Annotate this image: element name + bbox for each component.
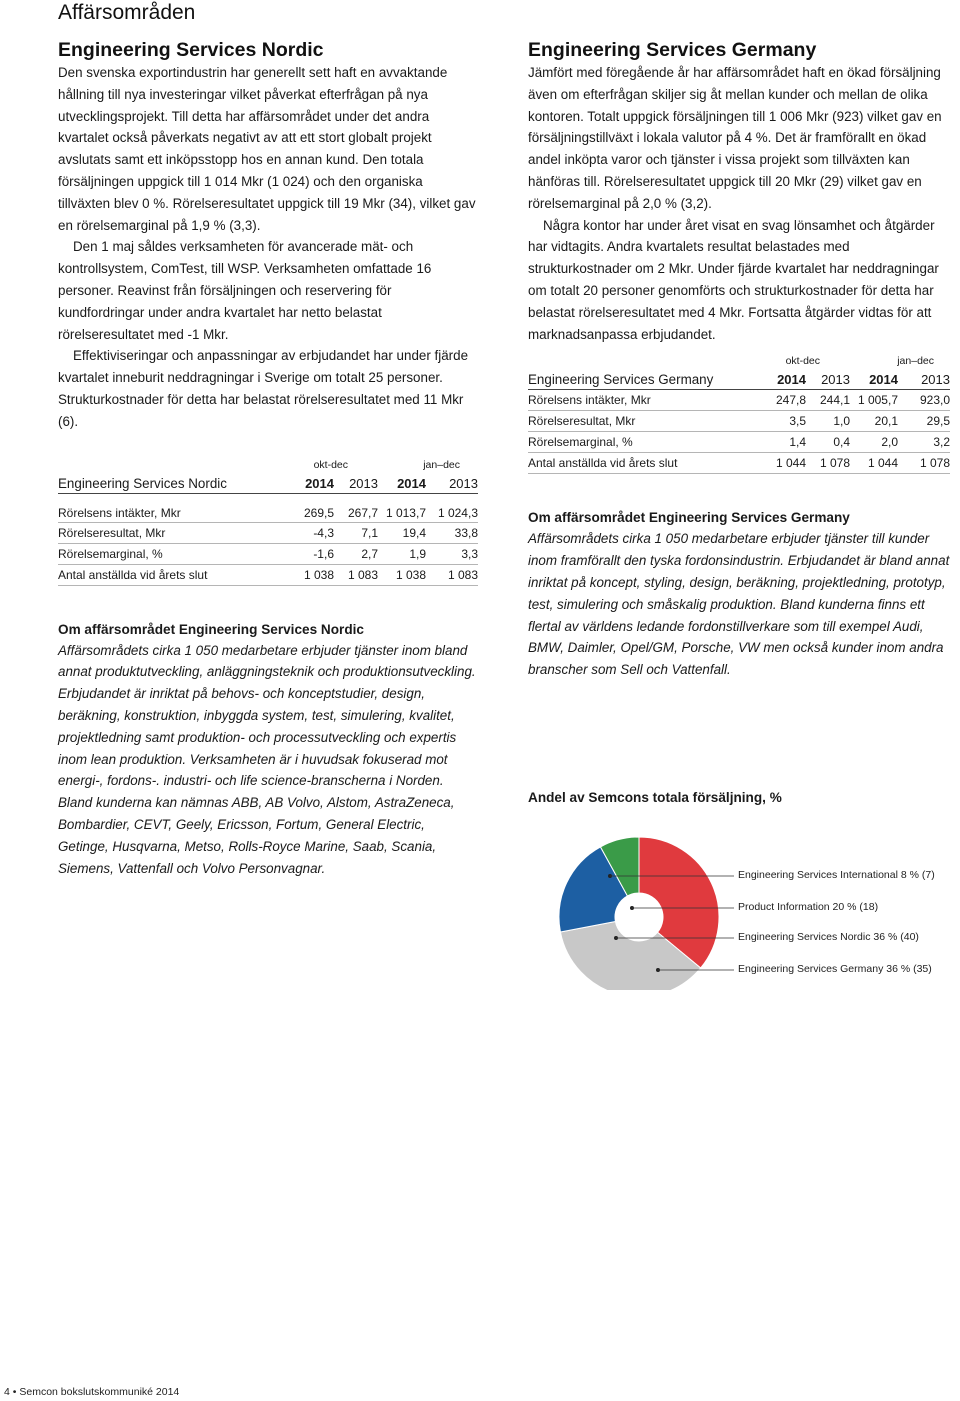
nordic-about-text: Affärsområdets cirka 1 050 medarbetare erbjuder tjänster inom bland annat produktutveckling, anläggningsteknik och produktionsutveckling. Erbjudandet är inriktat på behovs- och konceptstudier, design, beräkning, konstruktion, inbyggda system, test, simulering, kvalitet, projektledning samt produktion- och processutveckling och expertis inom lean produktion. Verksamheten är i huvudsak fokuserad mot energi-, fordons-. industri- och life science-branscherna i Norden. Bland kunderna kan nämnas ABB, AB Volvo, Alstom, AstraZeneca, Bombardier, CEVT, Geely, Ericsson, Fortum, General Electric, Getinge, Husqvarna, Metso, Rolls-Royce Marine, Saab, Scania, Siemens, Vattenfall och Volvo Personvagnar. (58, 642, 476, 876)
germany-title: Engineering Services Germany (528, 39, 817, 61)
row-label: Rörelseresultat, Mkr (58, 522, 278, 543)
row-label: Rörelsens intäkter, Mkr (528, 390, 750, 411)
nordic-paragraph-3: Effektiviseringar och anpassningar av erbjudandet har under fjärde kvartalet inneburit neddragningar i Sverige om totalt 25 personer. Strukturkostnader för detta har belastat rörelseresultatet med 11 Mkr (6). (58, 348, 469, 429)
table-row (58, 543, 478, 564)
nordic-paragraph-2: Den 1 maj såldes verksamheten för avancerade mät- och kontrollsystem, ComTest, till WSP. Verksamheten omfattade 16 personer. Reavinst från försäljningen och reservering för kundfordringar under andra kvartalet har netto belastat rörelseresultatet med -1 Mkr. (58, 239, 432, 342)
cell: 3,5 (750, 411, 806, 432)
table-row (58, 522, 478, 543)
cell: 923,0 (898, 390, 950, 411)
nordic-table-group-okt-dec: okt-dec (313, 458, 348, 471)
germany-section (528, 38, 950, 681)
nordic-table (58, 455, 478, 586)
cell: 1 083 (426, 564, 478, 585)
cell: 1,4 (750, 432, 806, 453)
cell: 1,9 (378, 543, 426, 564)
cell: 19,4 (378, 522, 426, 543)
germany-paragraph-2: Några kontor har under året visat en svag lönsamhet och åtgärder har vidtagits. Andra kvartalets resultat belastades med strukturkostnader om 2 Mkr. Under fjärde kvartalet har neddragningar om totalt 20 personer genomförts och strukturkostnader för detta har belastat rörelseresultatet med 4 Mkr. Fortsatta åtgärder vidtas för att marknadsanpassa erbjudandet. (528, 217, 939, 342)
germany-about-text: Affärsområdets cirka 1 050 medarbetare erbjuder tjänster till kunder inom framförallt den tyska fordonsindustrin. Erbjudandet är bland annat inriktat på koncept, styling, design, beräkning, projektledning, prototyp, test, simulering och småskalig produktion. Bland kunderna finns ett flertal av världens ledande fordonstillverkare som till exempel Audi, BMW, Daimler, Opel/GM, Porsche, VW men också kunder inom andra branscher som Sell och Vattenfall. (528, 531, 950, 678)
cell: 1 013,7 (378, 493, 426, 522)
cell: 267,7 (334, 493, 378, 522)
nordic-table-group-jan-dec: jan–dec (423, 458, 460, 471)
cell: 3,3 (426, 543, 478, 564)
legend-label: Engineering Services Nordic 36 % (40) (738, 931, 919, 943)
cell: -1,6 (278, 543, 334, 564)
cell: 0,4 (806, 432, 850, 453)
cell: 7,1 (334, 522, 378, 543)
nordic-table-col: 2013 (426, 471, 478, 494)
cell: 1 078 (898, 453, 950, 474)
cell: 1 038 (378, 564, 426, 585)
cell: 269,5 (278, 493, 334, 522)
row-label: Rörelseresultat, Mkr (528, 411, 750, 432)
cell: 2,0 (850, 432, 898, 453)
germany-about-title: Om affärsområdet Engineering Services Germany (528, 510, 850, 526)
cell: 33,8 (426, 522, 478, 543)
germany-table-col: 2013 (898, 367, 950, 390)
cell: 1 078 (806, 453, 850, 474)
cell: 244,1 (806, 390, 850, 411)
cell: 1 038 (278, 564, 334, 585)
table-row (528, 411, 950, 432)
germany-table (528, 351, 950, 474)
legend-label: Engineering Services Germany 36 % (35) (738, 963, 932, 975)
nordic-table-label: Engineering Services Nordic (58, 471, 278, 494)
cell: 1 024,3 (426, 493, 478, 522)
legend-label: Product Information 20 % (18) (738, 901, 879, 913)
nordic-about-title: Om affärsområdet Engineering Services Nordic (58, 621, 364, 637)
chart-title: Andel av Semcons totala försäljning, % (528, 790, 782, 805)
germany-table-col: 2014 (850, 367, 898, 390)
cell: 1 083 (334, 564, 378, 585)
row-label: Rörelsemarginal, % (58, 543, 278, 564)
nordic-table-col: 2014 (378, 471, 426, 494)
germany-table-label: Engineering Services Germany (528, 367, 750, 390)
row-label: Antal anställda vid årets slut (528, 453, 750, 474)
table-row (58, 564, 478, 585)
legend-label: Engineering Services International 8 % (7) (738, 869, 935, 881)
cell: 29,5 (898, 411, 950, 432)
cell: 247,8 (750, 390, 806, 411)
row-label: Rörelsemarginal, % (528, 432, 750, 453)
cell: 2,7 (334, 543, 378, 564)
row-label: Rörelsens intäkter, Mkr (58, 493, 278, 522)
cell: 20,1 (850, 411, 898, 432)
cell: 1,0 (806, 411, 850, 432)
germany-table-col: 2013 (806, 367, 850, 390)
nordic-title: Engineering Services Nordic (58, 39, 324, 61)
page-heading: Affärsområden (58, 1, 196, 24)
germany-table-group-jan-dec: jan–dec (897, 355, 934, 368)
nordic-table-col: 2014 (278, 471, 334, 494)
table-row (528, 390, 950, 411)
table-row (528, 432, 950, 453)
cell: 3,2 (898, 432, 950, 453)
nordic-table-col: 2013 (334, 471, 378, 494)
cell: 1 044 (750, 453, 806, 474)
cell: 1 005,7 (850, 390, 898, 411)
cell: 1 044 (850, 453, 898, 474)
nordic-paragraph-1: Den svenska exportindustrin har generellt sett haft en avvaktande hållning till nya investeringar vilket påverkat efterfrågan på nya utvecklingsprojekt. Till detta har affärsområdet under det andra kvartalet också påverkats negativt av att ett stort globalt projekt avslutats samt ett inköpsstopp hos en annan kund. Den totala försäljningen uppgick till 1 014 Mkr (1 024) och den organiska tillväxten blev 0 %. Rörelseresultatet uppgick till 19 Mkr (34), vilket gav en rörelsemarginal på 1,9 % (3,3). (58, 65, 476, 233)
germany-table-group-okt-dec: okt-dec (785, 355, 820, 368)
table-row (58, 493, 478, 522)
table-row (528, 453, 950, 474)
germany-table-col: 2014 (750, 367, 806, 390)
cell: -4,3 (278, 522, 334, 543)
nordic-section (58, 38, 478, 879)
germany-paragraph-1: Jämfört med föregående år har affärsområdet haft en ökad försäljning även om efterfrågan skiljer sig åt mellan kunder och mellan de olika kontoren. Totalt uppgick försäljningen till 1 006 Mkr (923) vilket gav en försäljningstillväxt i lokala valutor på 4 %. Det är framförallt en ökad andel inköpta varor och tjänster i vissa projekt som tillväxten kan hänföras till. Rörelseresultatet uppgick till 20 Mkr (29) vilket gav en rörelsemarginal på 2,0 % (3,2). (528, 65, 942, 211)
page-footer: 4 • Semcon bokslutskommuniké 2014 (4, 1386, 180, 1398)
row-label: Antal anställda vid årets slut (58, 564, 278, 585)
